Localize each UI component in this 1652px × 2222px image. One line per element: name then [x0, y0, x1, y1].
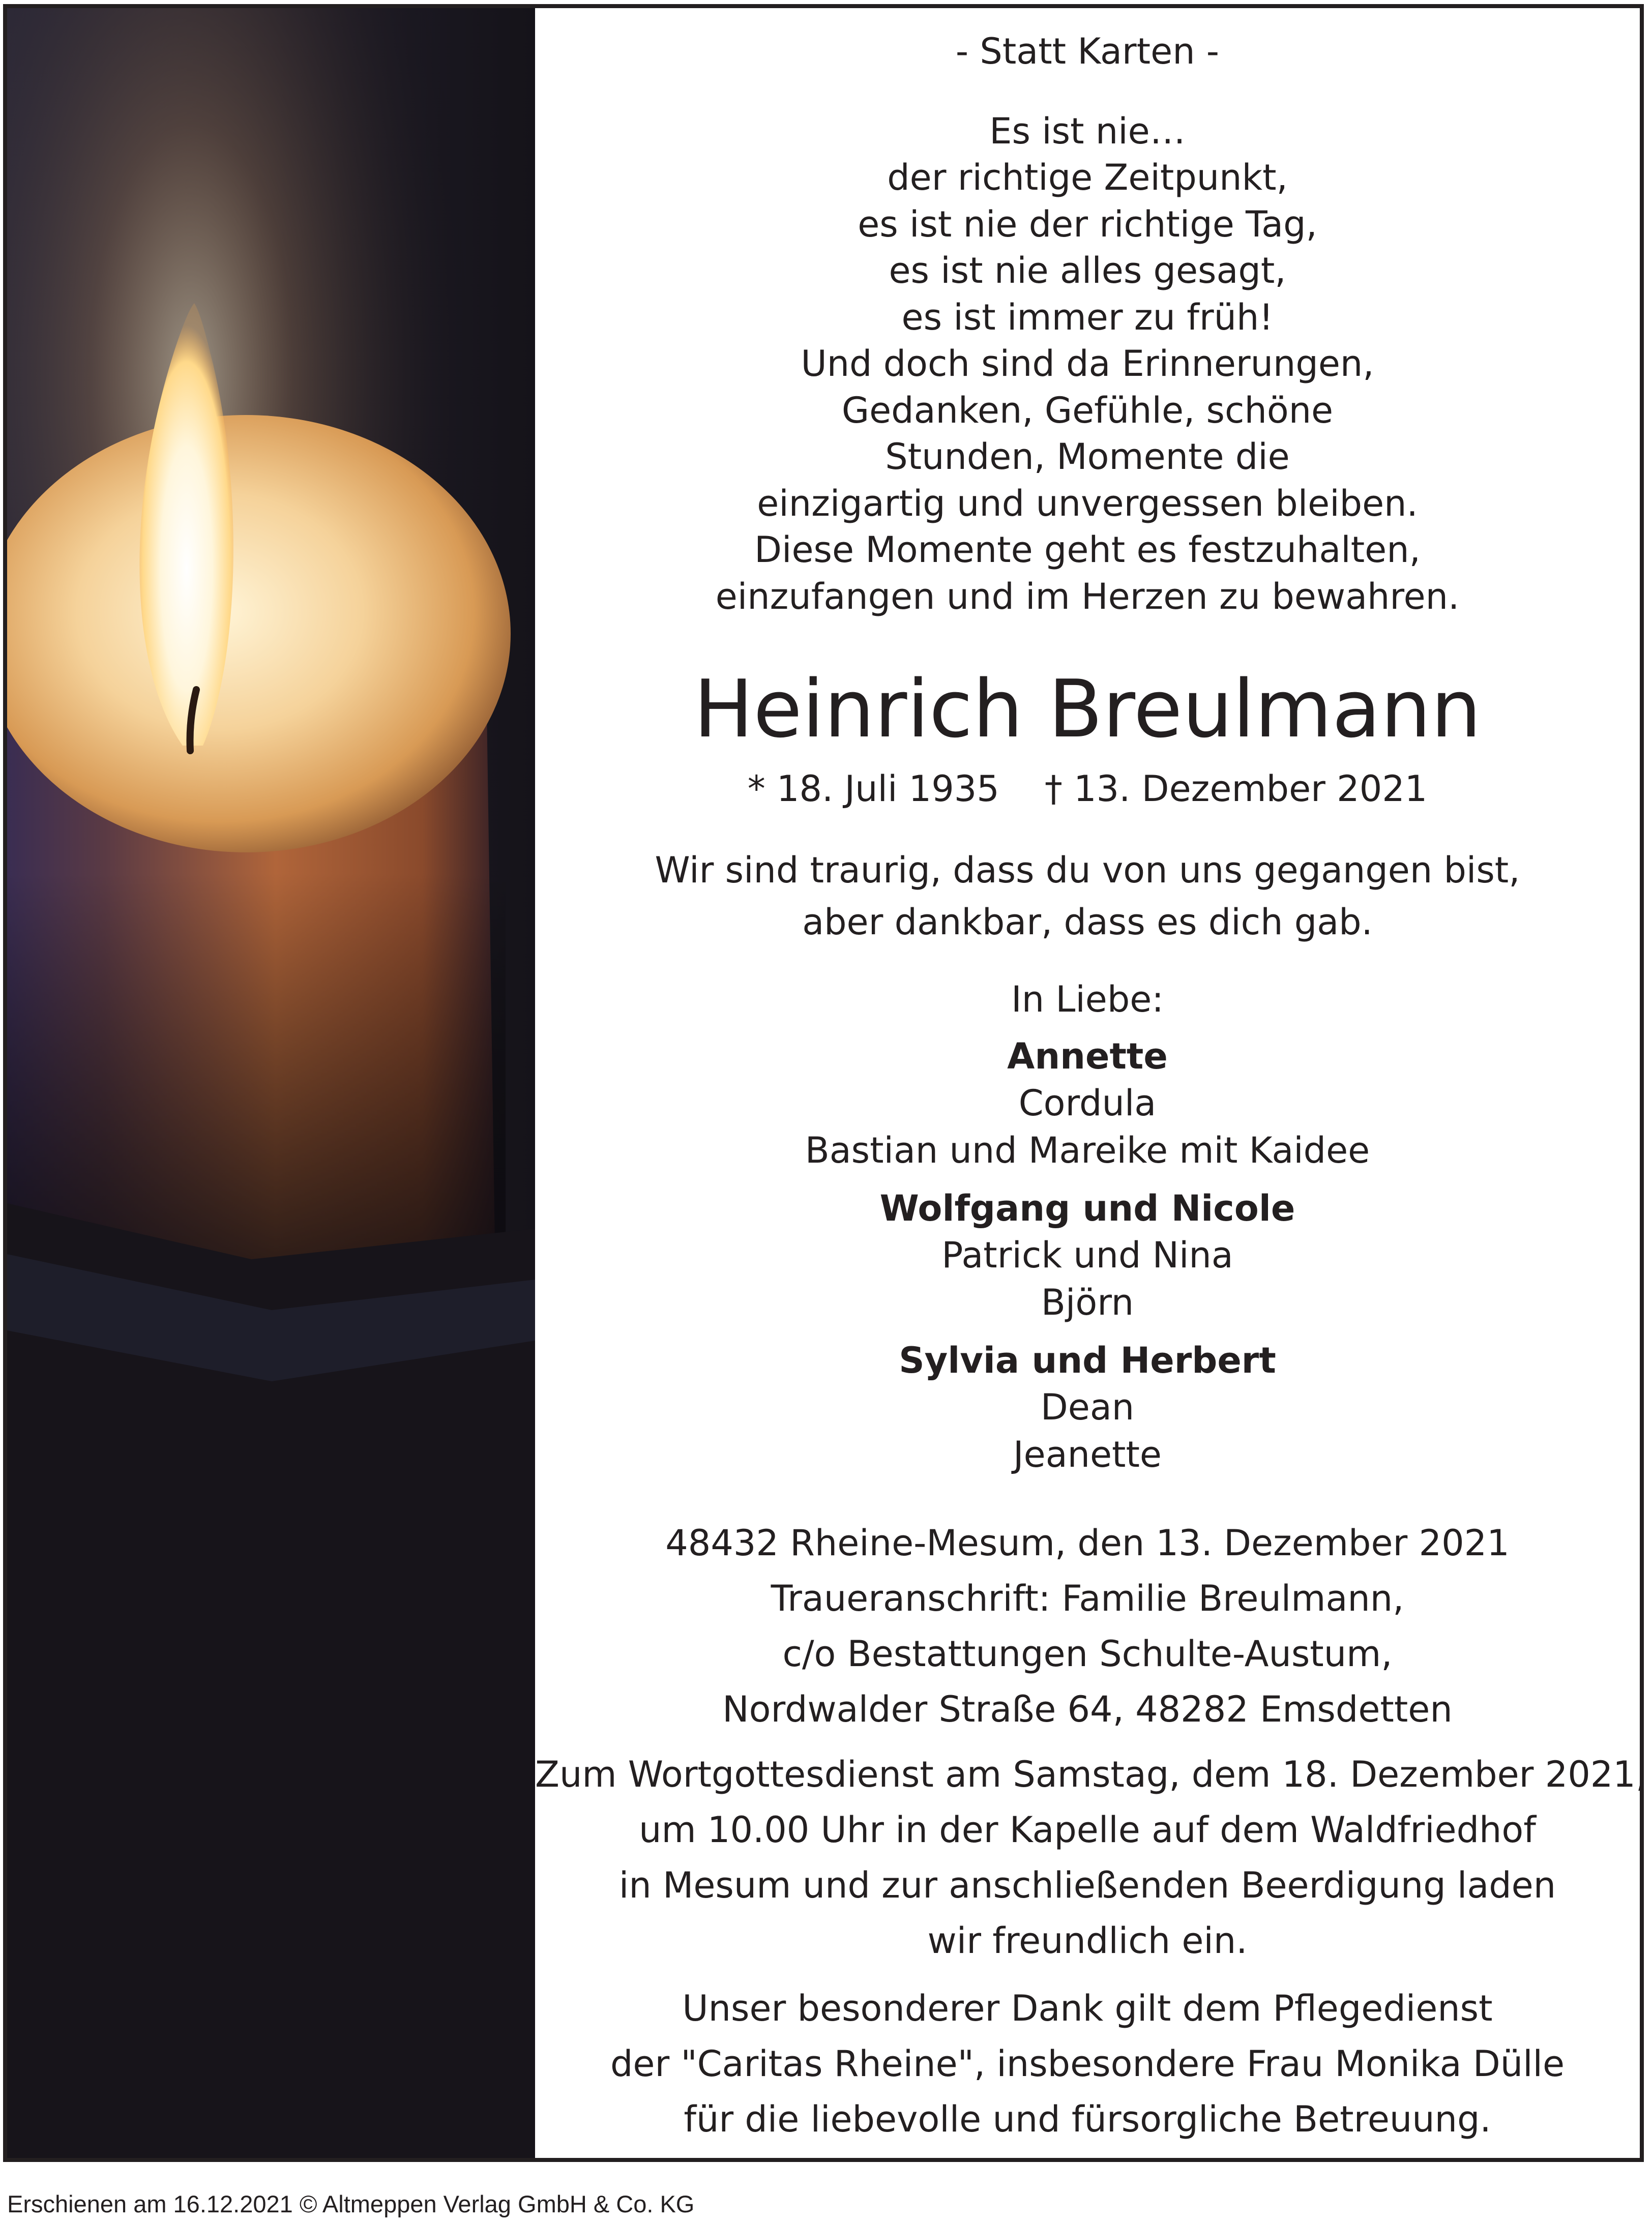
- mourner: Patrick und Nina: [941, 1234, 1233, 1276]
- mourners-intro: In Liebe:: [1011, 979, 1164, 1020]
- service-line: wir freundlich ein.: [927, 1920, 1248, 1962]
- service-line: um 10.00 Uhr in der Kapelle auf dem Waldfriedhof: [639, 1809, 1536, 1851]
- publication-footer: Erschienen am 16.12.2021 © Altmeppen Verlag GmbH & Co. KG: [7, 2190, 695, 2217]
- birth-date: * 18. Juli 1935: [747, 768, 999, 810]
- mourner-lead: Sylvia und Herbert: [899, 1340, 1276, 1381]
- message-line: Wir sind traurig, dass du von uns gegangen bist,: [655, 849, 1520, 891]
- mourner: Bastian und Mareike mit Kaidee: [805, 1130, 1370, 1171]
- service-line: Zum Wortgottesdienst am Samstag, dem 18. Dezember 2021,: [535, 1754, 1647, 1795]
- life-dates: [535, 768, 1640, 810]
- poem-line: einzigartig und unvergessen bleiben.: [757, 483, 1418, 524]
- poem-line: Stunden, Momente die: [885, 436, 1290, 478]
- statt-karten: - Statt Karten -: [955, 31, 1220, 72]
- poem-line: einzufangen und im Herzen zu bewahren.: [715, 576, 1460, 617]
- mourner: Cordula: [1018, 1082, 1157, 1124]
- mourner: Björn: [1041, 1282, 1134, 1323]
- poem-line: Und doch sind da Erinnerungen,: [801, 343, 1374, 384]
- thanks-line: Unser besonderer Dank gilt dem Pflegedienst: [682, 1988, 1493, 2029]
- death-date: † 13. Dezember 2021: [1044, 768, 1428, 810]
- poem-line: der richtige Zeitpunkt,: [887, 157, 1288, 198]
- thanks-line: für die liebevolle und fürsorgliche Betreuung.: [684, 2098, 1491, 2140]
- mourner: Jeanette: [1013, 1434, 1162, 1475]
- poem-line: es ist immer zu früh!: [901, 297, 1274, 338]
- mourner: Dean: [1040, 1386, 1135, 1428]
- mourner-lead: Wolfgang und Nicole: [879, 1188, 1295, 1229]
- poem-line: Gedanken, Gefühle, schöne: [841, 390, 1334, 431]
- candle-image: [7, 8, 535, 2158]
- service-line: in Mesum und zur anschließenden Beerdigung laden: [618, 1864, 1556, 1906]
- address-line: 48432 Rheine-Mesum, den 13. Dezember 2021: [665, 1522, 1510, 1564]
- address-line: Nordwalder Straße 64, 48282 Emsdetten: [722, 1688, 1453, 1730]
- address-line: c/o Bestattungen Schulte-Austum,: [782, 1633, 1393, 1675]
- mourner-lead: Annette: [1007, 1035, 1168, 1077]
- poem-line: es ist nie alles gesagt,: [889, 250, 1286, 291]
- message-line: aber dankbar, dass es dich gab.: [802, 901, 1373, 943]
- thanks-line: der "Caritas Rheine", insbesondere Frau Monika Dülle: [610, 2043, 1565, 2085]
- deceased-name: Heinrich Breulmann: [693, 663, 1482, 755]
- poem-line: Es ist nie…: [989, 110, 1186, 152]
- poem-line: es ist nie der richtige Tag,: [858, 203, 1317, 245]
- candle-photo: [7, 8, 535, 2158]
- address-line: Traueranschrift: Familie Breulmann,: [771, 1578, 1404, 1619]
- notice-text: [535, 8, 1647, 2158]
- poem-line: Diese Momente geht es festzuhalten,: [754, 529, 1421, 571]
